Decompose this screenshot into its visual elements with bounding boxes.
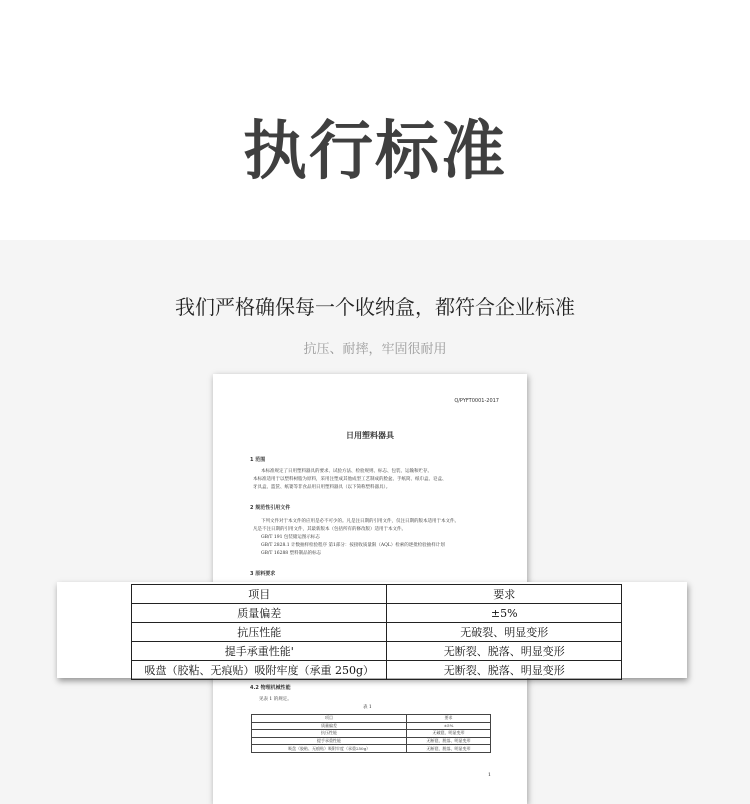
- references-line: GB/T 2828.1 计数抽样检验程序 第1部分：按接收质量限（AQL）检索的逐批检验抽样计划: [261, 543, 445, 548]
- mechanical-line: 见表 1 的规定。: [259, 697, 292, 702]
- table-cell: 无断裂、脱落、明显变形: [407, 737, 491, 745]
- page-title: 执行标准: [243, 115, 507, 189]
- references-line: 下列文件对于本文件的应用是必不可少的。凡是注日期的引用文件，仅注日期的版本适用于本文件。: [261, 519, 459, 524]
- section-subtitle: 我们严格确保每一个收纳盒，都符合企业标准: [175, 295, 575, 319]
- table-cell: 无断裂、脱落、明显变形: [387, 642, 622, 661]
- table-cell: 提手承重性能: [252, 737, 407, 745]
- scope-heading: 1 范围: [250, 457, 266, 463]
- table-row: [252, 715, 491, 723]
- document-code: Q/PYFT0001-2017: [454, 398, 499, 404]
- table-row: [252, 737, 491, 745]
- scope-line: 本标准适用于以塑料树脂为原料，采用注塑成其他成型工艺制成的脸盆、手纸筒、纸巾盒、皂盒、: [253, 477, 447, 482]
- table-cell: 项目: [252, 715, 407, 723]
- table-row: [132, 623, 622, 642]
- section-tagline: 抗压、耐摔，牢固很耐用: [303, 342, 447, 357]
- table-cell: 吸盘（胶粘、无痕贴）吸附牢度（承重 250g）: [132, 661, 387, 680]
- document-title: 日用塑料器具: [346, 431, 394, 440]
- references-line: GB/T 16288 塑料制品的标志: [261, 551, 322, 556]
- table-cell: 抗压性能: [252, 730, 407, 738]
- references-line: GB/T 191 包装储运图示标志: [261, 535, 320, 540]
- table-row: [132, 604, 622, 623]
- table-cell: ±5%: [407, 722, 491, 730]
- table-cell: 无破裂、明显变形: [387, 623, 622, 642]
- table-cell: 抗压性能: [132, 623, 387, 642]
- table-row: [132, 661, 622, 680]
- header-area: [0, 0, 750, 240]
- references-heading: 2 规范性引用文件: [250, 505, 291, 511]
- small-spec-table: [251, 714, 491, 753]
- table-header-cell: 项目: [132, 585, 387, 604]
- page-number: 1: [487, 772, 491, 778]
- zoomed-spec-table: [131, 584, 622, 680]
- materials-heading: 3 原料要求: [250, 571, 276, 577]
- table-cell: 提手承重性能': [132, 642, 387, 661]
- scope-line: 本标准规定了日用塑料器具的要求、试验方法、检验规则、标志、包装、运输和贮存。: [261, 469, 432, 474]
- table-cell: ±5%: [387, 604, 622, 623]
- table-header-cell: 要求: [387, 585, 622, 604]
- table-cell: 无断裂、脱落、明显变形: [407, 745, 491, 753]
- table-row: [132, 642, 622, 661]
- table-cell: 质量偏差: [132, 604, 387, 623]
- table-cell: 吸盘（胶粘、无痕贴）吸附牢度（承重250g）: [252, 745, 407, 753]
- table-cell: 要求: [407, 715, 491, 723]
- table-cell: 无断裂、脱落、明显变形: [387, 661, 622, 680]
- mechanical-heading: 4.2 物理机械性能: [250, 685, 291, 691]
- table-row: [252, 722, 491, 730]
- table-row: [252, 730, 491, 738]
- references-line: 凡是不注日期的引用文件，其最新版本（包括所有的修改版）适用于本文件。: [253, 527, 406, 532]
- table-row: [252, 745, 491, 753]
- scope-line: 牙具盒、篮筐、纸篓等非食品用日用塑料器具（以下简称塑料器具）。: [253, 485, 391, 490]
- table-row: [132, 585, 622, 604]
- table-cell: 质量偏差: [252, 722, 407, 730]
- table-cell: 无破裂、明显变形: [407, 730, 491, 738]
- table-caption: 表 1: [363, 705, 372, 710]
